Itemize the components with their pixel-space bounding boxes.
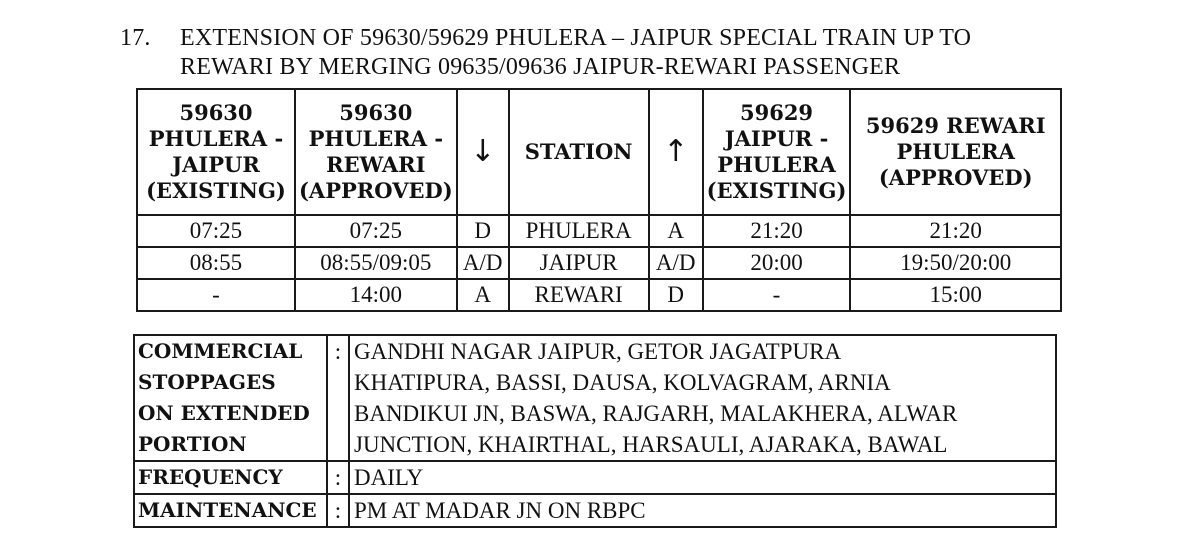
header-59629-approved: 59629 REWARI PHULERA (APPROVED) xyxy=(850,89,1061,215)
heading-line-2: REWARI BY MERGING 09635/09636 JAIPUR-REWARI PASSENGER xyxy=(180,54,901,80)
cell-arr-dep: A/D xyxy=(457,247,509,279)
item-number: 17. xyxy=(120,25,151,51)
header-59629-existing: 59629 JAIPUR - PHULERA (EXISTING) xyxy=(703,89,851,215)
stoppages-row xyxy=(134,335,1056,461)
info-table xyxy=(133,334,1057,528)
cell-time: - xyxy=(137,279,295,311)
down-arrow-icon: ↓ xyxy=(457,89,509,215)
timetable-header-row xyxy=(137,89,1061,215)
cell-arr-dep: A xyxy=(457,279,509,311)
cell-time: 08:55 xyxy=(137,247,295,279)
heading-text-1: EXTENSION OF 59630/59629 PHULERA – JAIPUR SPECIAL TRAIN UP TO xyxy=(180,25,972,51)
cell-time: 14:00 xyxy=(295,279,457,311)
timetable xyxy=(136,88,1062,312)
header-59630-approved: 59630 PHULERA - REWARI (APPROVED) xyxy=(295,89,457,215)
cell-time: 08:55/09:05 xyxy=(295,247,457,279)
header-59630-existing: 59630 PHULERA - JAIPUR (EXISTING) xyxy=(137,89,295,215)
cell-time: 20:00 xyxy=(703,247,851,279)
frequency-label: FREQUENCY xyxy=(134,461,327,494)
cell-time: 07:25 xyxy=(295,215,457,247)
cell-arr-dep: A/D xyxy=(649,247,703,279)
cell-station: PHULERA xyxy=(509,215,649,247)
table-row xyxy=(137,215,1061,247)
cell-time: 07:25 xyxy=(137,215,295,247)
maintenance-label: MAINTENANCE xyxy=(134,494,327,527)
up-arrow-icon: ↑ xyxy=(649,89,703,215)
stoppages-label: COMMERCIAL STOPPAGES ON EXTENDED PORTION xyxy=(134,335,327,461)
header-station: STATION xyxy=(509,89,649,215)
maintenance-value: PM AT MADAR JN ON RBPC xyxy=(349,494,1056,527)
frequency-value: DAILY xyxy=(349,461,1056,494)
cell-arr-dep: D xyxy=(649,279,703,311)
heading-line-1 xyxy=(120,24,971,53)
cell-arr-dep: D xyxy=(457,215,509,247)
colon-separator: : xyxy=(327,494,349,527)
colon-separator: : xyxy=(327,335,349,461)
cell-station: REWARI xyxy=(509,279,649,311)
colon-separator: : xyxy=(327,461,349,494)
cell-arr-dep: A xyxy=(649,215,703,247)
cell-time: 21:20 xyxy=(850,215,1061,247)
cell-station: JAIPUR xyxy=(509,247,649,279)
cell-time: - xyxy=(703,279,851,311)
table-row xyxy=(137,247,1061,279)
stoppages-value: GANDHI NAGAR JAIPUR, GETOR JAGATPURA KHATIPURA, BASSI, DAUSA, KOLVAGRAM, ARNIA BANDIKUI JN, BASWA, RAJGARH, MALAKHERA, ALWAR JUNCTION, KHAIRTHAL, HARSAULI, AJARAKA, BAWAL xyxy=(349,335,1056,461)
frequency-row xyxy=(134,461,1056,494)
section-heading xyxy=(120,24,971,82)
cell-time: 21:20 xyxy=(703,215,851,247)
cell-time: 15:00 xyxy=(850,279,1061,311)
cell-time: 19:50/20:00 xyxy=(850,247,1061,279)
table-row xyxy=(137,279,1061,311)
maintenance-row xyxy=(134,494,1056,527)
